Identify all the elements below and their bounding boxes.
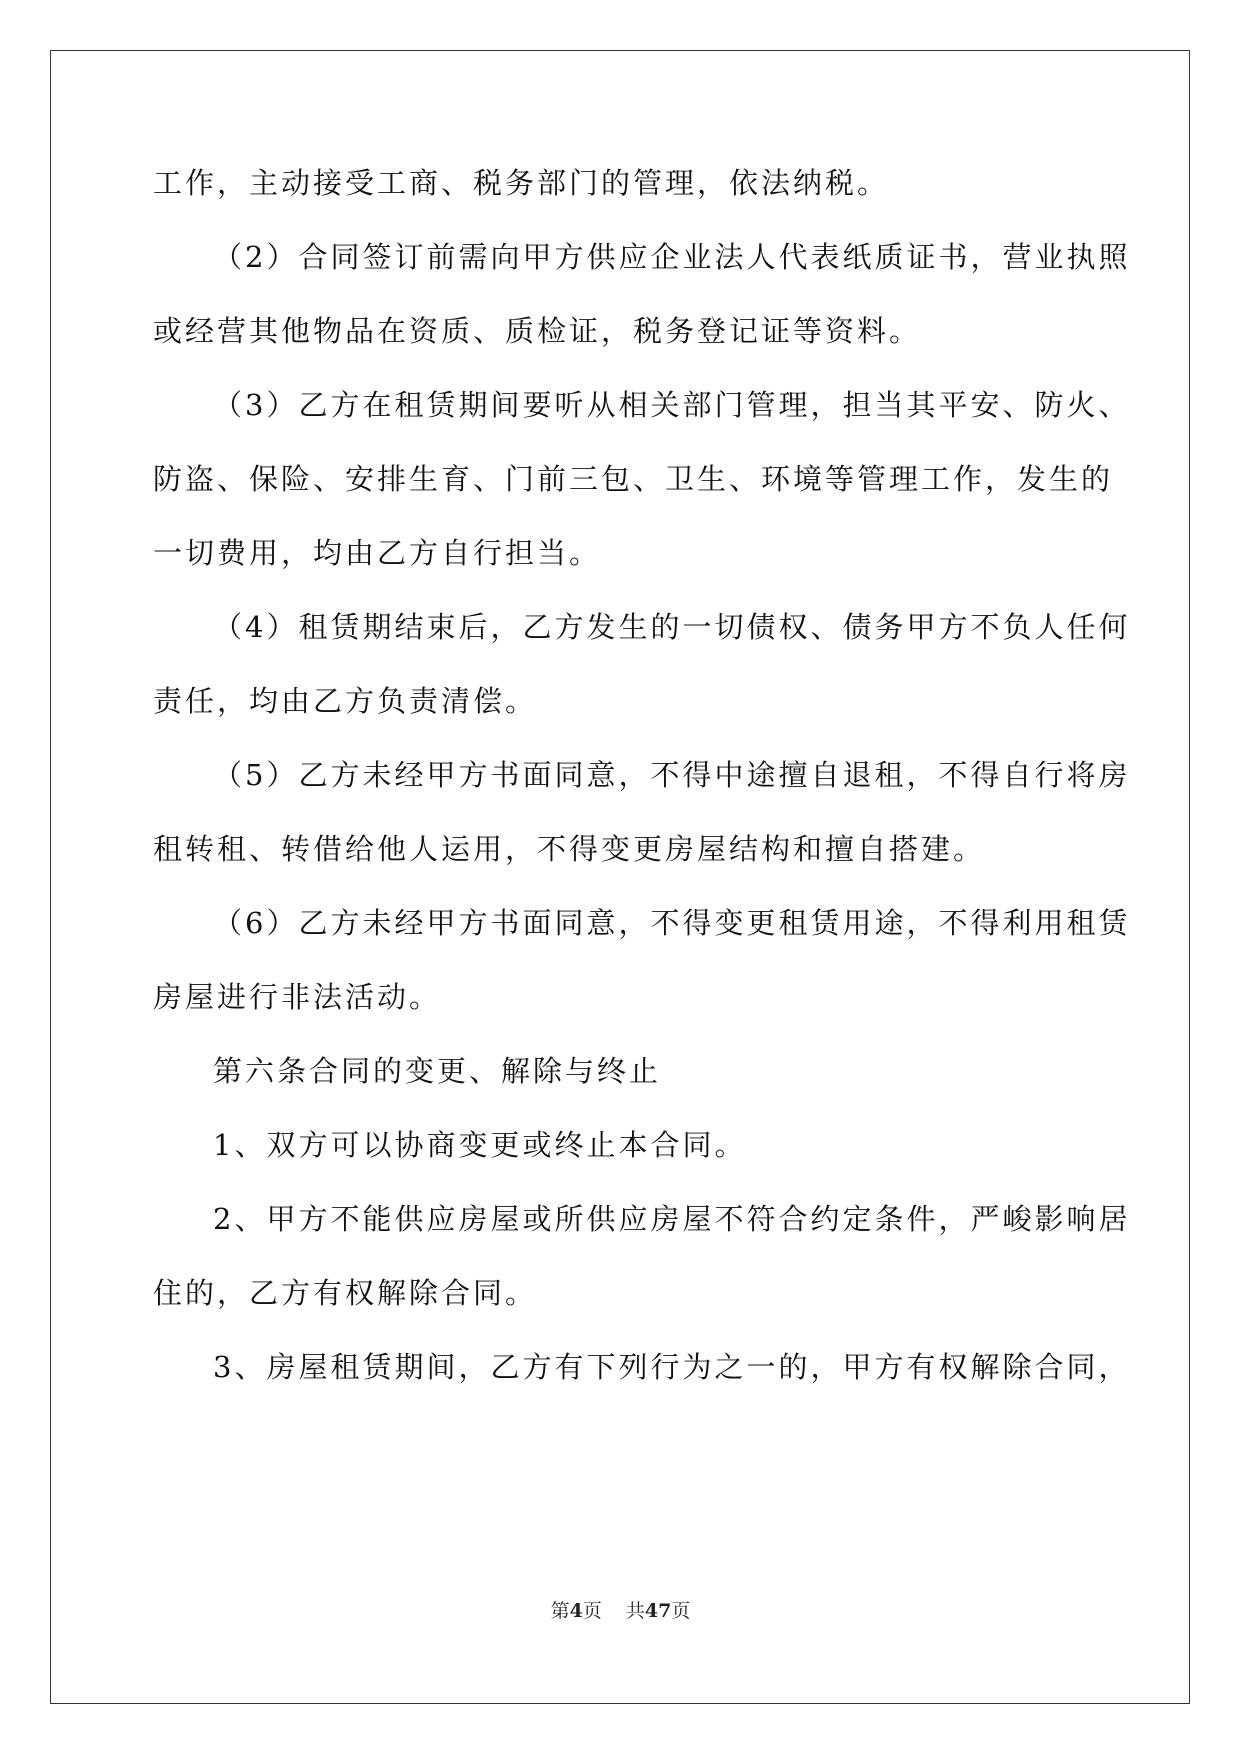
text-line: 住的，乙方有权解除合同。 <box>153 1276 538 1310</box>
total-label-prefix: 共 <box>625 1600 645 1622</box>
text-line: 3、房屋租赁期间，乙方有下列行为之一的，甲方有权解除合同， <box>213 1350 1131 1384</box>
text-line: （3）乙方在租赁期间要听从相关部门管理，担当其平安、防火、 <box>213 388 1131 422</box>
text-line: 房屋进行非法活动。 <box>153 980 442 1014</box>
page-label-suffix: 页 <box>582 1600 602 1622</box>
text-line: 一切费用，均由乙方自行担当。 <box>153 536 602 570</box>
text-line: 租转租、转借给他人运用，不得变更房屋结构和擅自搭建。 <box>153 832 986 866</box>
text-line: 或经营其他物品在资质、质检证，税务登记证等资料。 <box>153 314 922 348</box>
page-footer <box>0 1596 1241 1623</box>
text-line: （6）乙方未经甲方书面同意，不得变更租赁用途，不得利用租赁 <box>213 906 1131 940</box>
text-line: 1、双方可以协商变更或终止本合同。 <box>213 1128 747 1162</box>
total-pages: 47 <box>644 1600 672 1622</box>
total-label-suffix: 页 <box>671 1600 691 1622</box>
page-label-prefix: 第 <box>550 1600 570 1622</box>
page-number: 4 <box>569 1600 583 1622</box>
text-line: 2、甲方不能供应房屋或所供应房屋不符合约定条件，严峻影响居 <box>213 1202 1131 1236</box>
text-line: 责任，均由乙方负责清偿。 <box>153 684 538 718</box>
page-border <box>50 50 1190 1704</box>
text-line: 防盗、保险、安排生育、门前三包、卫生、环境等管理工作，发生的 <box>153 462 1114 496</box>
text-line: （4）租赁期结束后，乙方发生的一切债权、债务甲方不负人任何 <box>213 610 1131 644</box>
text-line: （5）乙方未经甲方书面同意，不得中途擅自退租，不得自行将房 <box>213 758 1131 792</box>
text-line: 工作，主动接受工商、税务部门的管理，依法纳税。 <box>153 166 890 200</box>
section-heading: 第六条合同的变更、解除与终止 <box>213 1054 662 1088</box>
text-line: （2）合同签订前需向甲方供应企业法人代表纸质证书，营业执照 <box>213 240 1131 274</box>
